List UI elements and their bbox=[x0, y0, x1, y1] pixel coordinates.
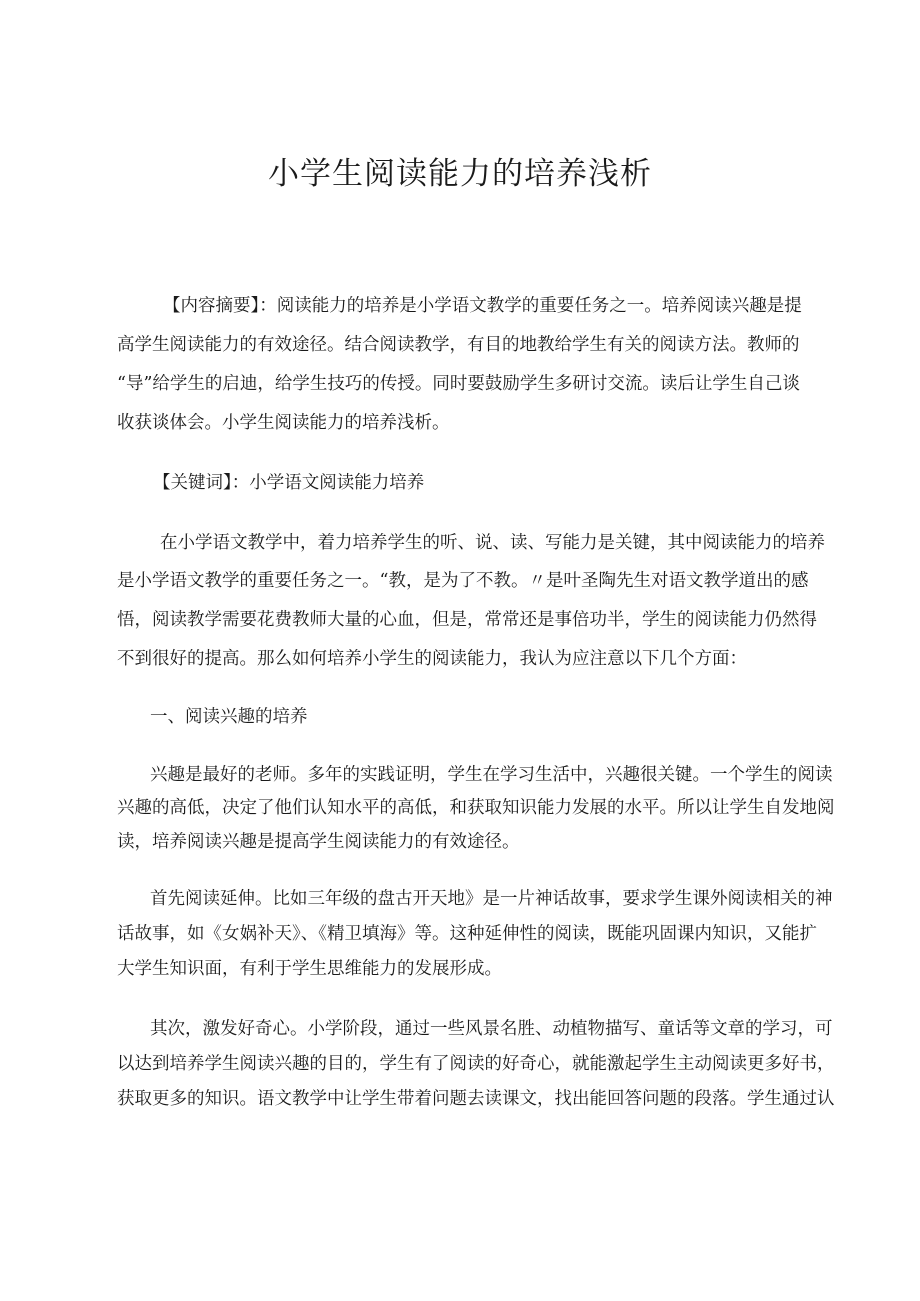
page-title: 小学生阅读能力的培养浅析 bbox=[268, 156, 652, 192]
paragraph-line: 首先阅读延伸。比如三年级的盘古开天地》是一片神话故事，要求学生课外阅读相关的神 bbox=[150, 889, 833, 909]
section-heading: 一、阅读兴趣的培养 bbox=[150, 707, 308, 727]
abstract-line: “导”给学生的启迪，给学生技巧的传授。同时要鼓励学生多研讨交流。读后让学生自己谈 bbox=[117, 374, 800, 394]
abstract-line: 高学生阅读能力的有效途径。结合阅读教学，有目的地教给学生有关的阅读方法。教师的 bbox=[117, 335, 800, 355]
keywords: 【关键词】：小学语文阅读能力培养 bbox=[153, 473, 425, 493]
paragraph-line: 读，培养阅读兴趣是提高学生阅读能力的有效途径。 bbox=[117, 832, 520, 852]
intro-line: 不到很好的提高。那么如何培养小学生的阅读能力，我认为应注意以下几个方面： bbox=[117, 649, 747, 669]
abstract-line: 【内容摘要】：阅读能力的培养是小学语文教学的重要任务之一。培养阅读兴趣是提 bbox=[163, 296, 802, 316]
paragraph-line: 其次，激发好奇心。小学阶段，通过一些风景名胜、动植物描写、童话等文章的学习，可 bbox=[150, 1019, 833, 1039]
abstract-line: 收获谈体会。小学生阅读能力的培养浅析。 bbox=[117, 413, 450, 433]
paragraph-line: 兴趣是最好的老师。多年的实践证明，学生在学习生活中，兴趣很关键。一个学生的阅读 bbox=[150, 765, 833, 785]
paragraph-line: 话故事，如《女娲补天》、《精卫填海》等。这种延伸性的阅读，既能巩固课内知识，又能扩 bbox=[117, 924, 817, 944]
intro-line: 悟，阅读教学需要花费教师大量的心血，但是，常常还是事倍功半，学生的阅读能力仍然得 bbox=[117, 610, 817, 630]
paragraph-line: 获取更多的知识。语文教学中让学生带着问题去读课文，找出能回答问题的段落。学生通过认 bbox=[117, 1089, 835, 1109]
intro-line: 是小学语文教学的重要任务之一。“教，是为了不教。〃是叶圣陶先生对语文教学道出的感 bbox=[117, 571, 809, 591]
intro-line: 在小学语文教学中，着力培养学生的听、说、读、写能力是关键，其中阅读能力的培养 bbox=[160, 533, 825, 553]
paragraph-line: 大学生知识面，有利于学生思维能力的发展形成。 bbox=[117, 959, 502, 979]
paragraph-line: 以达到培养学生阅读兴趣的目的，学生有了阅读的好奇心，就能激起学生主动阅读更多好书， bbox=[117, 1054, 835, 1074]
paragraph-line: 兴趣的高低，决定了他们认知水平的高低，和获取知识能力发展的水平。所以让学生自发地阅 bbox=[117, 798, 835, 818]
